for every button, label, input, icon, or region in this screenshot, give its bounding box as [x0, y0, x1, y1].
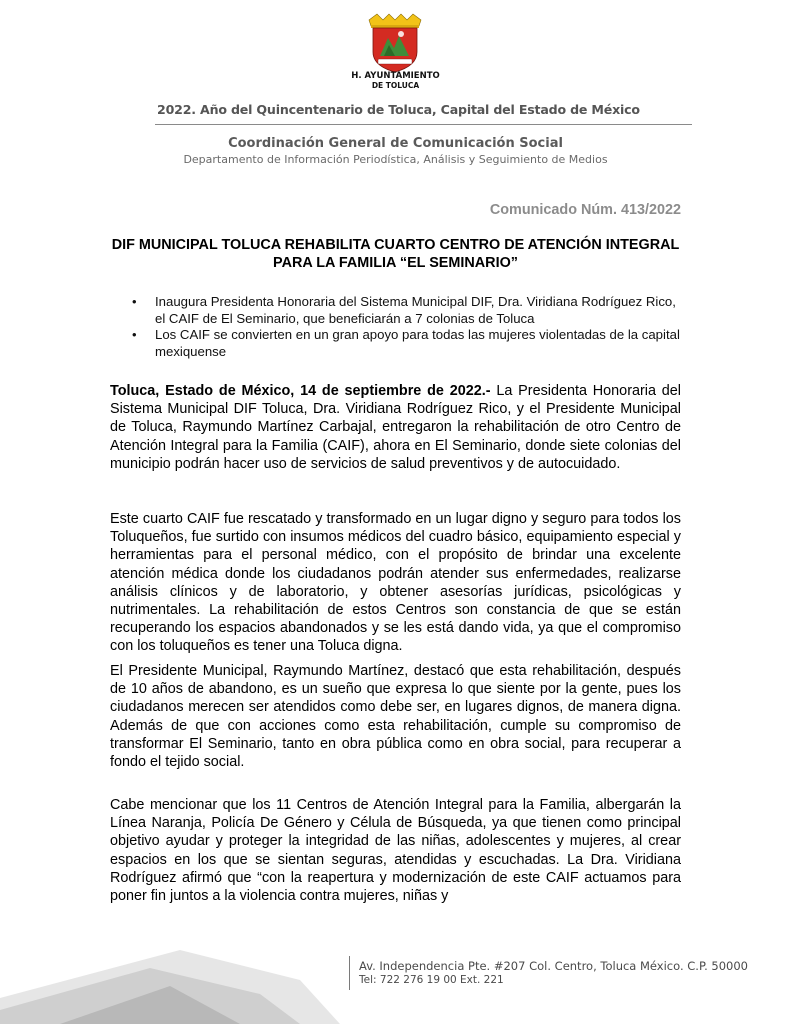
institution-name-line2: DE TOLUCA [371, 81, 420, 90]
summary-bullet-text: Inaugura Presidenta Honoraria del Sistema Municipal DIF, Dra. Viridiana Rodríguez Rico, el CAIF de El Seminario, que beneficiarán a 7 colonias de Toluca [155, 294, 676, 326]
body-paragraph-2: Este cuarto CAIF fue rescatado y transformado en un lugar digno y seguro para todos los Toluqueños, fue surtido con insumos médicos del cuadro básico, equipamiento especial y herramientas para el personal médico, con el propósito de brindar una excelente atención médica donde los ciudadanos podrán atender sus enfermedades, realizarse análisis clínicos y de laboratorio, y obtener asesorías jurídicas, psicológicas y nutrimentales. La rehabilitación de estos Centros son constancia de que se están recuperando los espacios abandonados y se les está dando vida, ya que el compromiso con los toluqueños es tener una Toluca digna. [110, 511, 681, 655]
institution-name-line1: H. AYUNTAMIENTO [351, 71, 440, 81]
summary-bullet-text: Los CAIF se convierten en un gran apoyo para todas las mujeres violentadas de la capital mexiquense [155, 327, 680, 359]
footer-divider [349, 956, 350, 990]
coordination-title: Coordinación General de Comunicación Social [228, 136, 563, 151]
year-motto: 2022. Año del Quincentenario de Toluca, Capital del Estado de México [157, 102, 640, 117]
body-paragraph-1 [110, 382, 681, 473]
summary-bullet [110, 294, 681, 327]
footer-phone: Tel: 722 276 19 00 Ext. 221 [359, 974, 504, 986]
bullet-icon: • [132, 294, 137, 309]
bullet-icon: • [132, 327, 137, 342]
toluca-seal-logo [363, 12, 427, 74]
header-divider [155, 124, 692, 125]
body-paragraph-3: El Presidente Municipal, Raymundo Martínez, destacó que esta rehabilitación, después de 10 años de abandono, es un sueño que expresa lo que siente por la gente, pues los ciudadanos merecen ser atendidos como debe ser, en lugares dignos, de manera digna. Además de que con acciones como esta rehabilitación, cumple su compromiso de transformar El Seminario, tanto en obra pública como en obra social, para recuperar a fondo el tejido social. [110, 663, 681, 771]
footer-address: Av. Independencia Pte. #207 Col. Centro, Toluca México. C.P. 50000 [359, 959, 748, 973]
summary-bullets [110, 294, 681, 360]
release-headline: DIF MUNICIPAL TOLUCA REHABILITA CUARTO CENTRO DE ATENCIÓN INTEGRAL PARA LA FAMILIA “EL SEMINARIO” [111, 237, 680, 271]
footer-decoration [0, 928, 340, 1024]
paragraph-1-text: La Presidenta Honoraria del Sistema Municipal DIF Toluca, Dra. Viridiana Rodríguez Rico, y el Presidente Municipal de Toluca, Raymundo Martínez Carbajal, entregaron la rehabilitación de otro Centro de Atención Integral para la Familia (CAIF), ahora en El Seminario, donde siete colonias del municipio podrán hacer uso de servicios de salud preventivos y de autocuidado. [110, 383, 681, 472]
body-paragraph-4: Cabe mencionar que los 11 Centros de Atención Integral para la Familia, albergarán la Línea Naranja, Policía De Género y Célula de Búsqueda, ya que tienen como principal objetivo ayudar y proteger la integridad de las niñas, adolescentes y mujeres, al crear espacios en los que se sientan seguras, atendidas y escuchadas. La Dra. Viridiana Rodríguez afirmó que “con la reapertura y modernización de este CAIF actuamos para poner fin juntos a la violencia contra mujeres, niñas y [110, 797, 681, 905]
dateline: Toluca, Estado de México, 14 de septiembre de 2022.- [110, 383, 491, 399]
summary-bullet [110, 327, 681, 360]
release-number: Comunicado Núm. 413/2022 [489, 202, 681, 218]
department-subtitle: Departamento de Información Periodística, Análisis y Seguimiento de Medios [183, 153, 608, 166]
